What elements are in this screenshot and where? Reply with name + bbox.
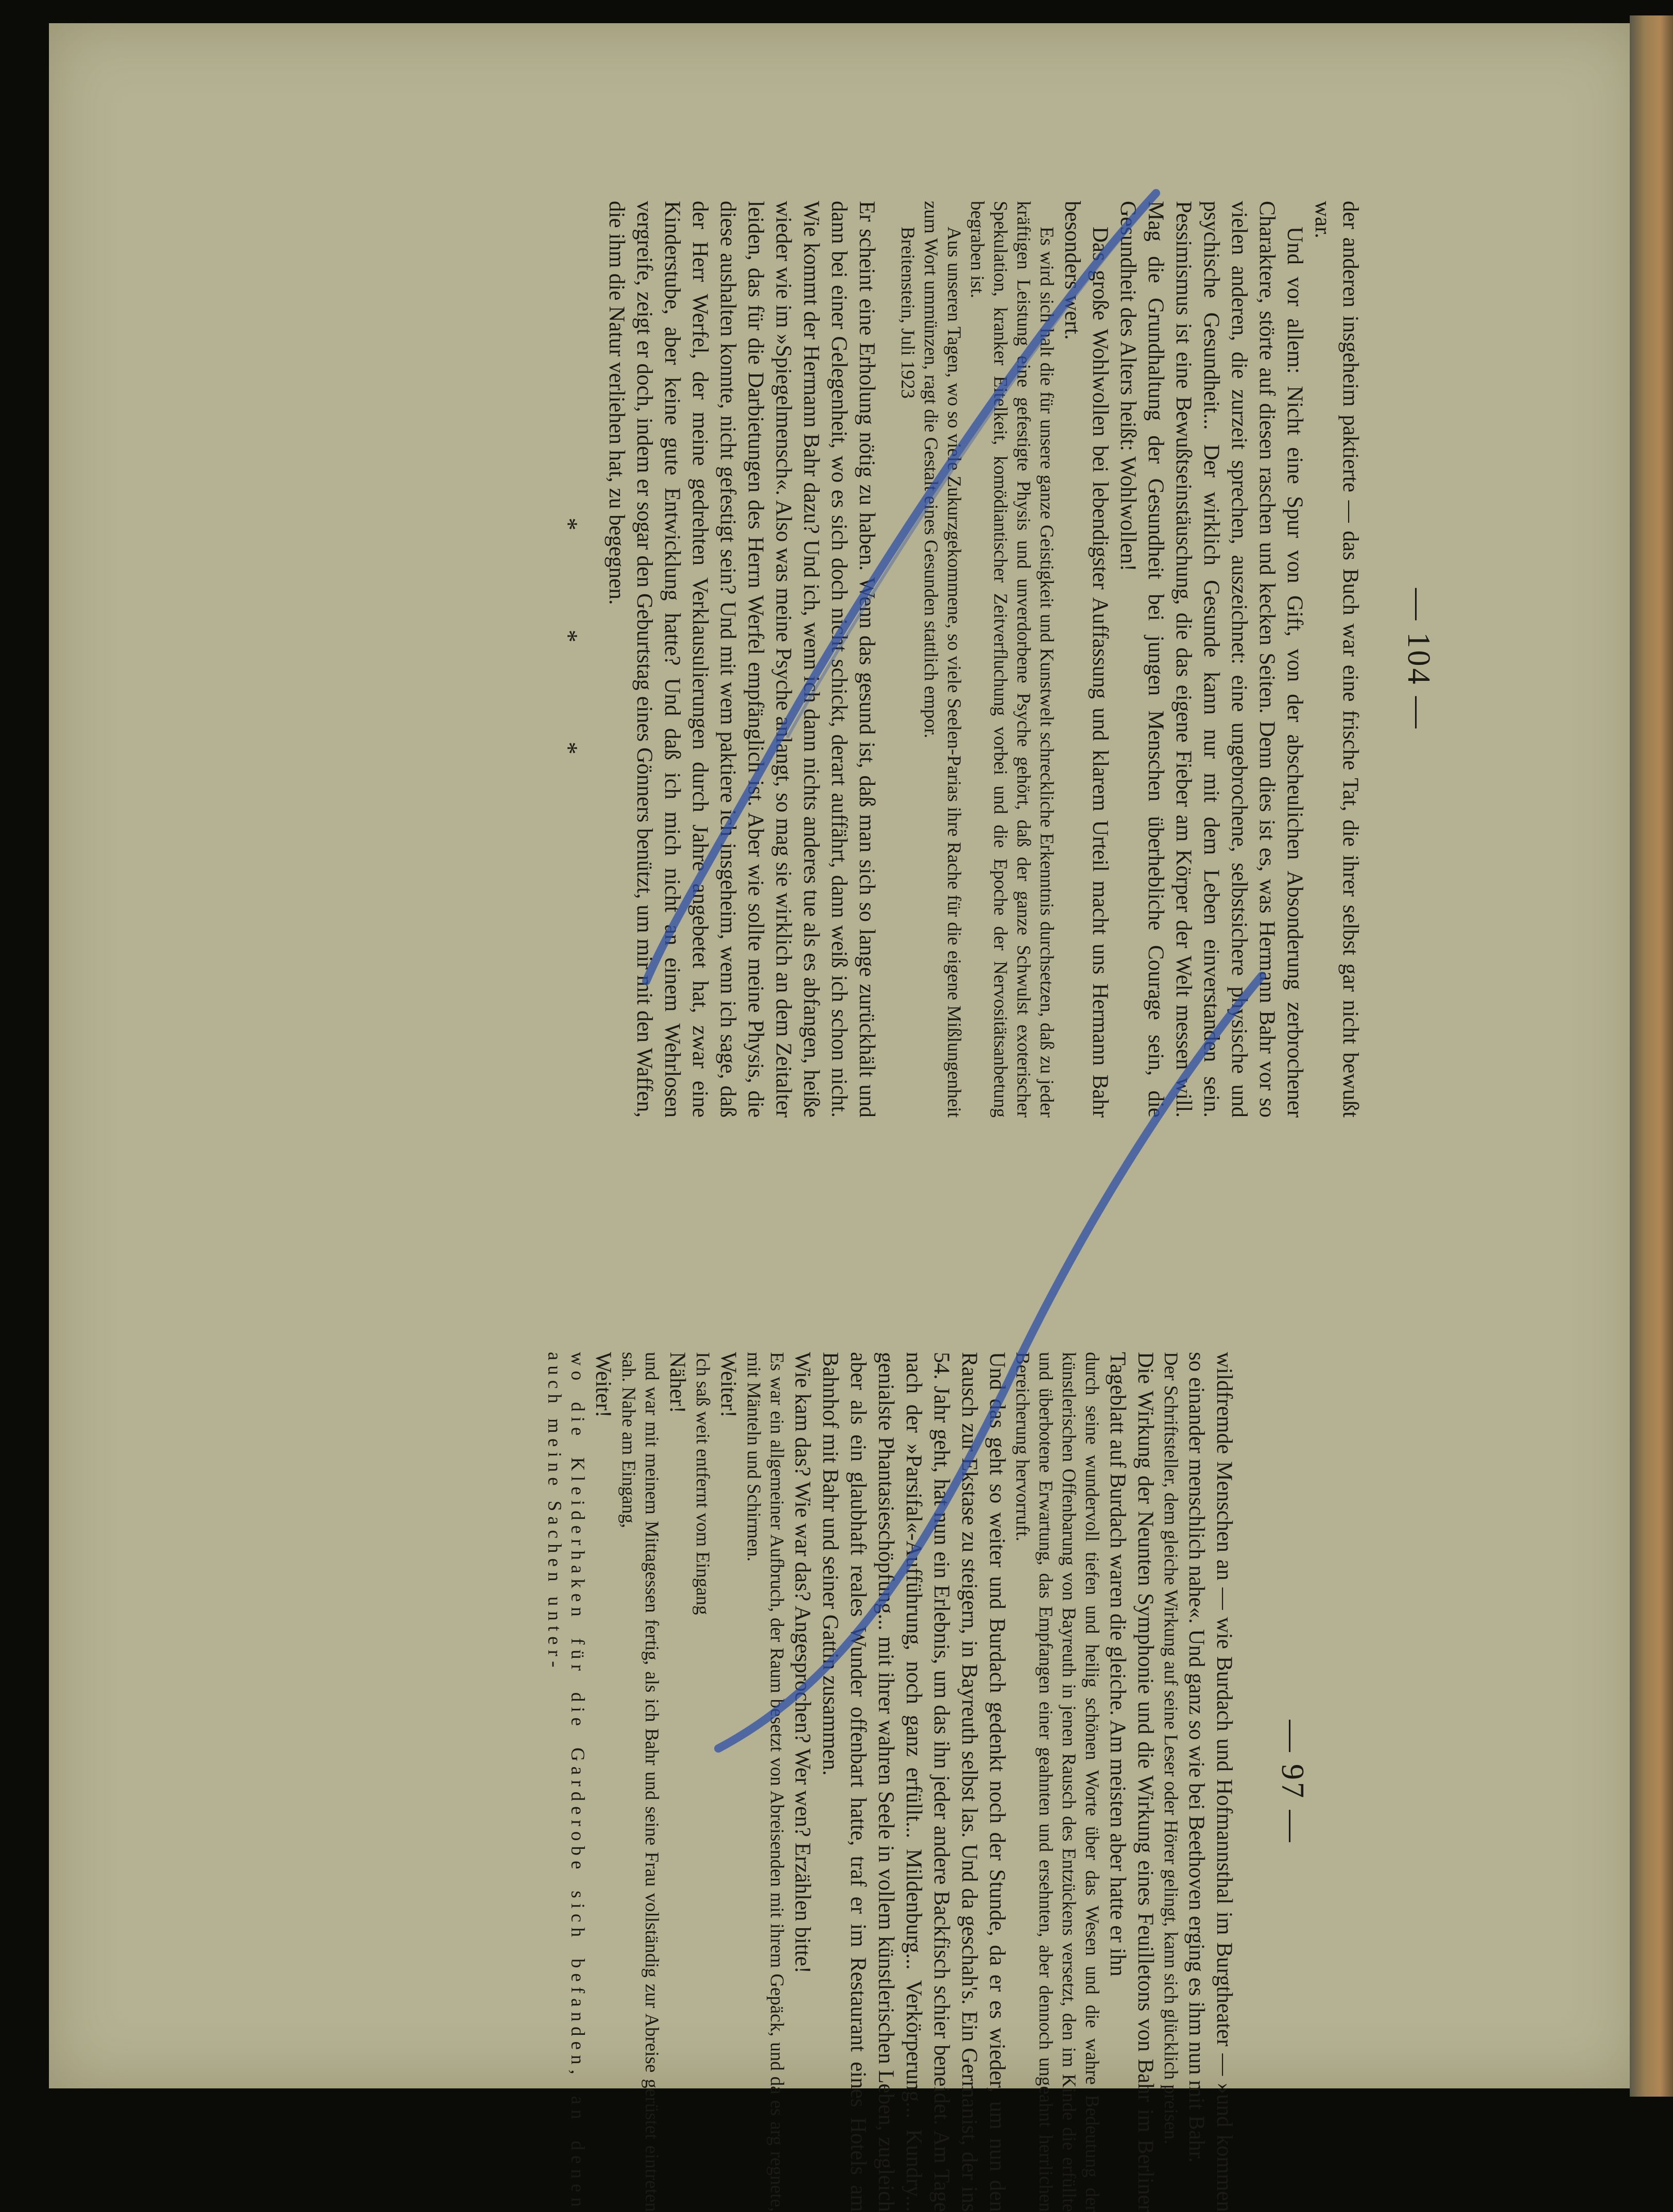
paragraph: Das große Wohlwollen bei lebendigster Auffassung und klarem Urteil macht uns Hermann Bahr besonders wert. [1060,201,1112,1118]
paragraph: Aus unseren Tagen, wo so viele Zukurzgekommene, so viele Seelen-Parias ihre Rache für die eigene Mißlungenheit zum Wort ummünzen, ragt die Gestalt eines Gesunden stattlich empor. [920,201,964,1118]
page-body [543,1352,1238,2212]
book-spine-edge [1630,15,1673,2097]
paragraph: Weiter! [591,1352,615,1418]
page-97 [162,1352,1310,2212]
paragraph: Und das geht so weiter und Burdach gedenkt noch der Stunde, da er es wieder, um nun den Rausch zur Ekstase zu steigern, in Bayreuth selbst las. Und da geschah's. Ein Germanist, der ins 54. Jahr geht, hat nun ein Erlebnis, um das ihn jeder andere Backfisch schier beneidet. Am Tage nach der »Parsifal«-Aufführung, noch ganz erfüllt... Mildenburg... Verkörperung... Kundry... genialste Phantasieschöpfung... mit ihrer wahren Seele in vollem künstlerischen Leben, zugleich aber als ein glaubhaft reales Wunder offenbart hatte, traf er im Restaurant eines Hotels am Bahnhof mit Bahr und seiner Gattin zusammen. [818,1352,1009,2212]
quote-paragraph: durch seine wundervoll tiefen und heilig schönen Worte über das Wesen und die wahre Bedeutung der künstlerischen Offenbarung von Bayreuth in jenen Rausch des Entzückens versetzt, den im Kinde die erfüllte und überbotene Erwartung, das Empfangen einer geahnten und ersehnten, aber dennoch ungeahnt herrlichen Bereicherung hervorruft. [1012,1352,1102,2212]
paragraph: der anderen insgeheim paktierte — das Buch war eine frische Tat, die ihrer selbst gar nicht bewußt war. [1310,201,1362,1118]
paragraph: wildfremde Menschen an — wie Burdach und Hofmannsthal im Burgtheater — »und kommen so einander menschlich nahe«. Und ganz so wie bei Beethoven erging es ihm nun mit Bahr. [1184,1352,1236,2212]
page-number: — 104 — [1401,588,1436,730]
section-stars: * * * [555,518,583,801]
paragraph: Der Schriftsteller, dem gleiche Wirkung auf seine Leser oder Hörer gelingt, kann sich glücklich preisen. [1160,1352,1181,2145]
paragraph: Näher! [665,1352,689,1414]
paragraph: Die Wirkung der Neunten Symphonie und die Wirkung eines Feuilletons von Bahr im Berliner Tageblatt auf Burdach waren die gleiche. Am meisten aber hatte er ihn [1106,1352,1158,2212]
paragraph: Er scheint eine Erholung nötig zu haben. Wenn das gesund ist, daß man sich so lange zurückhält und dann bei einer Gelegenheit, wo es sich doch nicht schickt, derart auffährt, dann weiß ich schon nicht. Wie kommt der Hermann Bahr dazu? Und ich, wenn ich dann nichts anderes tue als es abfangen, heiße wieder wie im »Spiegelmensch«. Also was meine Psyche anlangt, so mag sie wirklich an dem Zeitalter leiden, das für die Darbietungen des Herrn Werfel empfänglich ist. Aber wie sollte meine Physis, die diese aushalten konnte, nicht gefestigt sein? Und mit wem paktiere ich insgeheim, wenn ich sage, daß der Herr Werfel, der meine gedrehten Verklausulierungen durch Jahre angebetet hat, zwar eine Kinderstube, aber keine gute Entwicklung hatte? Und daß ich mich nicht an einem Wehrlosen vergreife, zeigt er doch, indem er sogar den Geburtstag eines Gönners benützt, um mir mit den Waffen, die ihm die Natur verliehen hat, zu begegnen. [605,201,879,1118]
page-104 [227,201,1437,1118]
quote-paragraph: wo die Kleiderhaken für die Garderobe sich befanden, an denen auch meine Sachen unter- [544,1352,588,2212]
paragraph: Wie kam das? Wie war das? Angesprochen? Wer wen? Erzählen bitte! [790,1352,815,1974]
paragraph: Weiter! [716,1352,740,1418]
paragraph: Und vor allem: Nicht eine Spur von Gift, von der abscheulichen Absonderung zerbrochener Charaktere, störte auf diesen raschen und kecken Seiten. Denn dies ist es, was Hermann Bahr vor so vielen anderen, die zurzeit sprechen, auszeichnet: eine ungebrochene, selbstsichere physische und psychische Gesundheit... Der wirklich Gesunde kann nur mit dem Leben einverstanden sein. Pessimismus ist eine Bewußtseinstäuschung, die das eigene Fieber am Körper der Welt messen will. Mag die Grundhaltung der Gesundheit bei jungen Menschen überhebliche Courage sein, die Gesundheit des Alters heißt: Wohlwollen! [1116,201,1307,1118]
paragraph: Es wird sich halt die für unsere ganze Geistigkeit und Kunstwelt schreckliche Erkenntnis durchsetzen, daß zu jeder kräftigen Leistung eine gefestigte Physis und unverdorbene Psyche gehört, daß der ganze Schwulst exoterischer Spekulation, kranker Eitelkeit, komödiantischer Zeitverfluchung vorbei und die Epoche der Nervositätsanbetung begraben ist. [967,201,1057,1118]
dateline: Breitenstein, Juli 1923 [897,227,918,399]
page-number: — 97 — [1275,1720,1310,1844]
quote-paragraph: und war mit meinem Mittagessen fertig, als ich Bahr und seine Frau vollständig zur Abreise gerüstet eintreten sah. Nahe am Eingang, [618,1352,662,2212]
quote-paragraph: Es war ein allgemeiner Aufbruch, der Raum besetzt von Abreisenden mit ihrem Gepäck, und da es arg regnete, mit Mänteln und Schirmen. [743,1352,787,2212]
page-body [602,201,1364,1118]
quote-paragraph: Ich saß weit entfernt vom Eingang [692,1352,713,1615]
